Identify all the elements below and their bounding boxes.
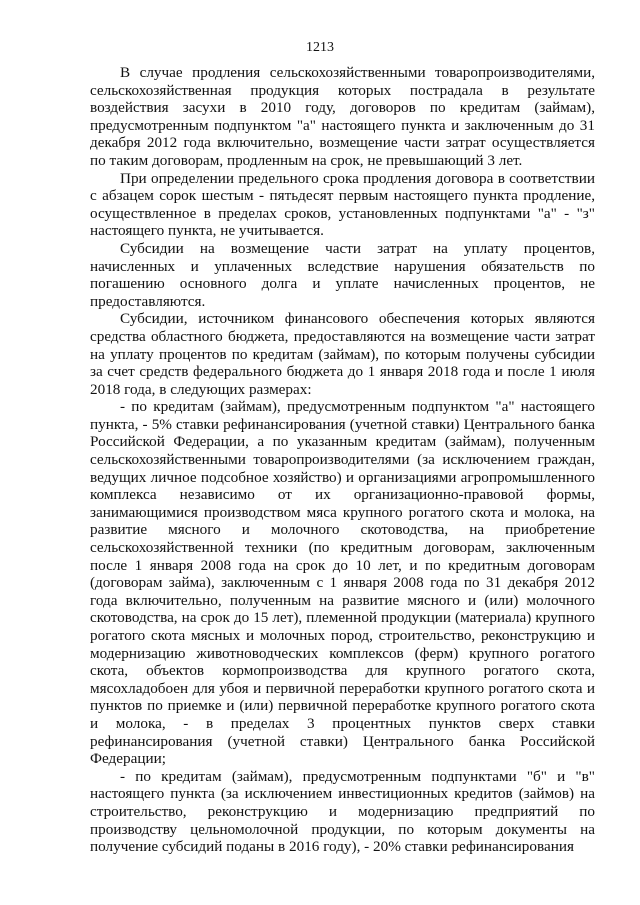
paragraph-regional-budget-subsidies: Субсидии, источником финансового обеспечения которых являются средства областного бюджета, предоставляются на возмещение части затрат на уплату процентов по кредитам (займам), по которым получены субсидии за счет средств федерального бюджета до 1 января 2018 года и после 1 июля 2018 года, в следующих размерах: bbox=[90, 310, 595, 398]
paragraph-drought-extension: В случае продления сельскохозяйственными товаропроизводителями, сельскохозяйственная продукция которых пострадала в результате воздействия засухи в 2010 году, договоров по кредитам (займам), предусмотренным подпунктом "а" настоящего пункта и заключенным до 31 декабря 2012 года включительно, возмещение части затрат осуществляется по таким договорам, продленным на срок, не превышающий 3 лет. bbox=[90, 64, 595, 169]
document-body bbox=[90, 64, 595, 856]
paragraph-subsidy-rate-b-v: - по кредитам (займам), предусмотренным подпунктами "б" и "в" настоящего пункта (за исключением инвестиционных кредитов (займов) на строительство, реконструкцию и модернизацию предприятий по производству цельномолочной продукции, по которым документы на получение субсидий поданы в 2016 году), - 20% ставки рефинансирования bbox=[90, 767, 595, 856]
page-number: 1213 bbox=[306, 40, 334, 55]
paragraph-subsidy-rate-a: - по кредитам (займам), предусмотренным подпунктом "а" настоящего пункта, - 5% ставки рефинансирования (учетной ставки) Центрального банка Российской Федерации, а по указанным кредитам (займам), полученным сельскохозяйственными товаропроизводителями (за исключением граждан, ведущих личное подсобное хозяйство) и организациями агропромышленного комплекса независимо от их организационно-правовой формы, занимающимися производством мяса крупного рогатого скота и молока, на развитие мясного и молочного скотоводства, на приобретение сельскохозяйственной техники (по кредитным договорам, заключенным после 1 января 2008 года на срок до 10 лет, и по кредитным договорам (договорам займа), заключенным с 1 января 2008 года по 31 декабря 2012 года включительно, полученным на развитие мясного и (или) молочного скотоводства, на срок до 15 лет), племенной продукции (материала) крупного рогатого скота мясных и молочных пород, строительство, реконструкцию и модернизацию животноводческих комплексов (ферм) крупного рогатого скота, объектов кормопроизводства для крупного рогатого скота, мясохладобоен для убоя и первичной переработки крупного рогатого скота и пунктов по приемке и (или) первичной переработке крупного рогатого скота и молока, - в пределах 3 процентных пунктов сверх ставки рефинансирования (учетной ставки) Центрального банка Российской Федерации; bbox=[90, 398, 595, 768]
paragraph-penalty-interest: Субсидии на возмещение части затрат на уплату процентов, начисленных и уплаченных вследствие нарушения обязательств по погашению основного долга и уплате начисленных процентов, не предоставляются. bbox=[90, 239, 595, 310]
paragraph-extension-term: При определении предельного срока продления договора в соответствии с абзацем сорок шестым - пятьдесят первым настоящего пункта продление, осуществленное в пределах сроков, установленных подпунктами "а" - "з" настоящего пункта, не учитывается. bbox=[90, 169, 595, 240]
